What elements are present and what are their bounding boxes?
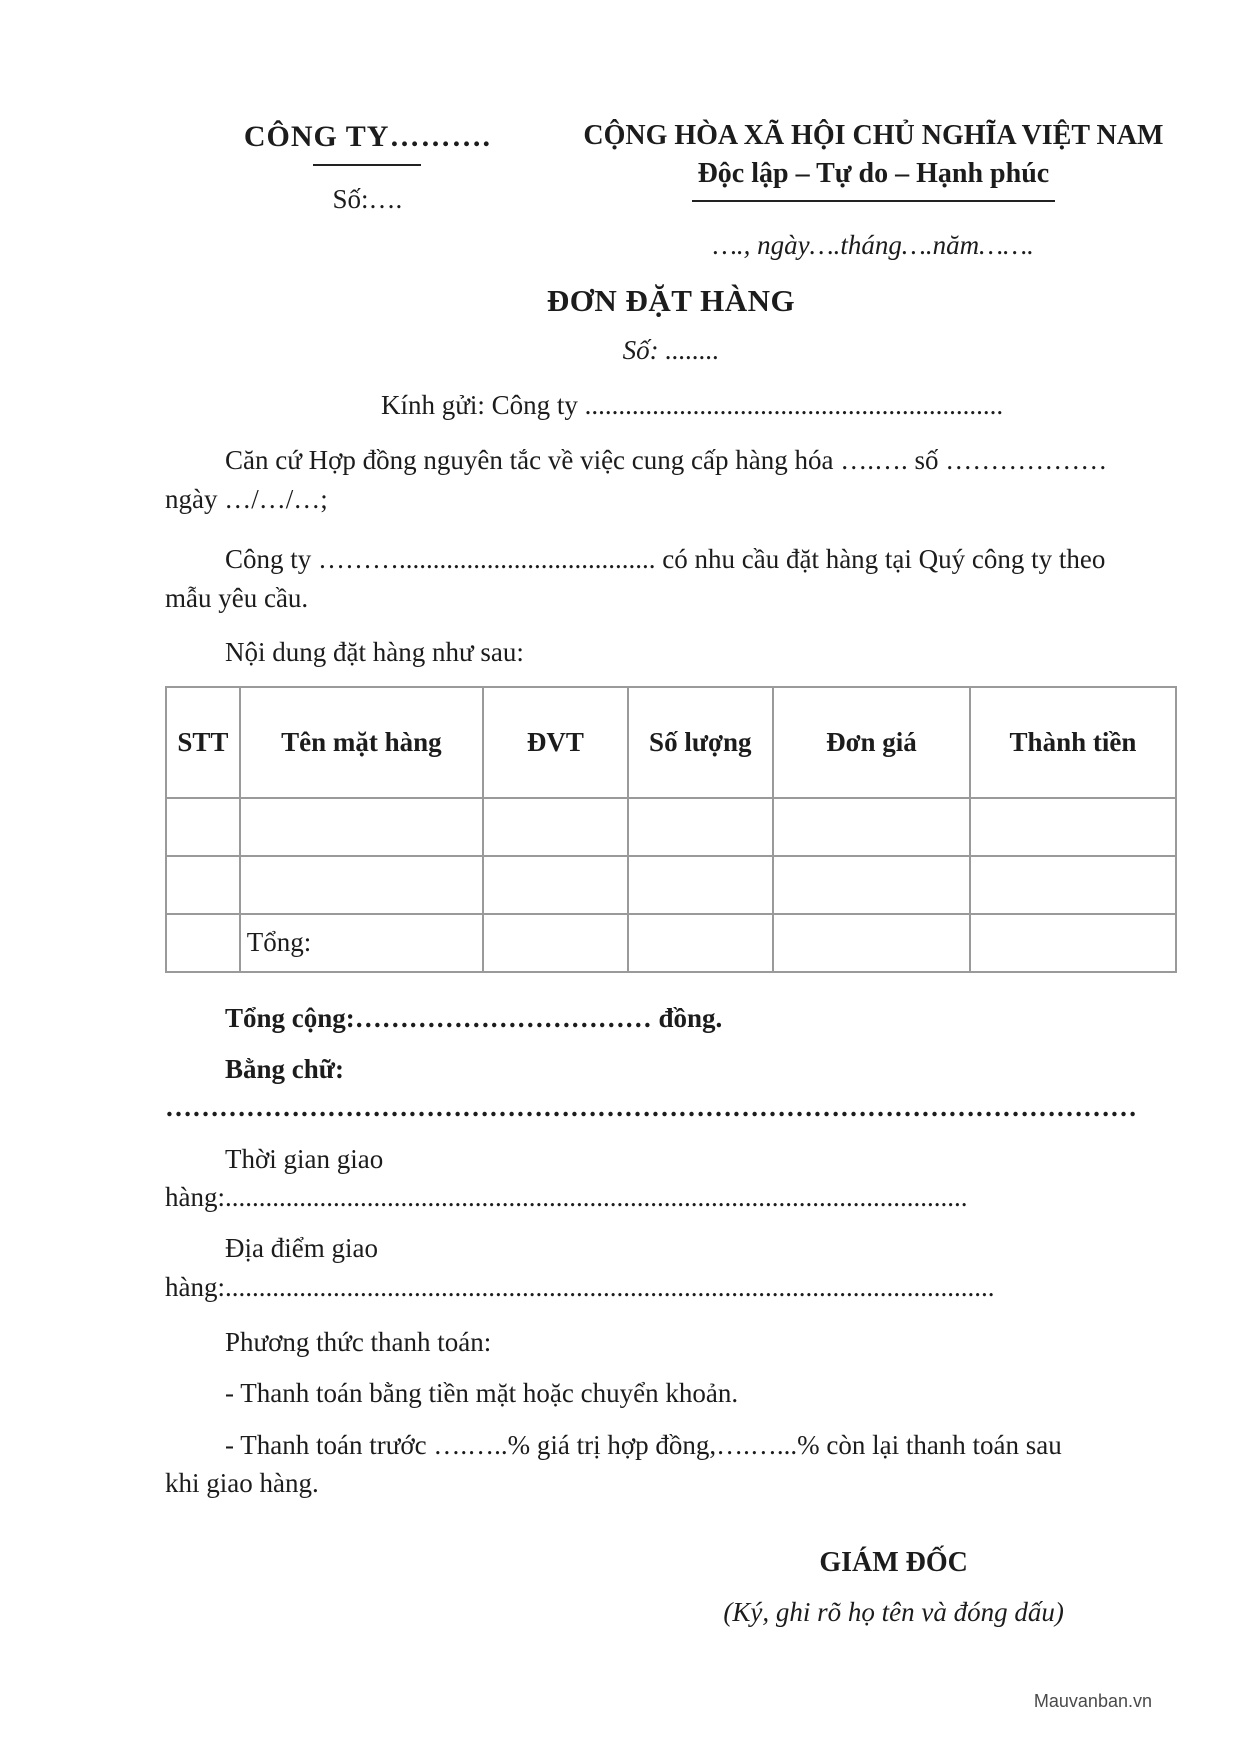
table-cell-empty <box>773 914 970 972</box>
table-total-label: Tổng: <box>240 914 483 972</box>
table-cell-empty <box>483 798 627 856</box>
signature-block <box>671 1547 1116 1628</box>
request-paragraph <box>165 540 1177 619</box>
table-cell-empty <box>166 914 240 972</box>
payment-advance-paragraph <box>165 1426 1177 1503</box>
document-title: ĐƠN ĐẶT HÀNG <box>546 283 796 318</box>
paragraph-line: khi giao hàng. <box>165 1467 319 1498</box>
amount-in-words-line: Bằng chữ: ……………………………………………………………………………………………… <box>165 1053 1137 1123</box>
table-cell-empty <box>970 856 1176 914</box>
watermark-text: Mauvanban.vn <box>1033 1691 1152 1711</box>
signature-note: (Ký, ghi rõ họ tên và đóng dấu) <box>723 1597 1064 1628</box>
sender-block <box>165 120 570 261</box>
table-cell-empty <box>483 856 627 914</box>
table-row <box>166 856 1176 914</box>
table-cell-empty <box>166 798 240 856</box>
paragraph-line: mẫu yêu cầu. <box>165 583 309 614</box>
table-cell-empty <box>240 856 483 914</box>
national-motto: Độc lập – Tự do – Hạnh phúc <box>692 158 1056 202</box>
payment-cash-line: - Thanh toán bằng tiền mặt hoặc chuyển khoản. <box>225 1378 739 1409</box>
column-header-item-name: Tên mặt hàng <box>240 687 483 798</box>
table-cell-empty <box>628 856 773 914</box>
date-line: …., ngày….tháng….năm……. <box>712 230 1034 260</box>
table-cell-empty <box>773 798 970 856</box>
table-cell-empty <box>970 798 1176 856</box>
table-cell-empty <box>773 856 970 914</box>
paragraph-line: - Thanh toán trước ….…..% giá trị hợp đồng,….…...% còn lại thanh toán sau <box>225 1429 1062 1460</box>
clause-paragraph <box>165 441 1177 520</box>
paragraph-line: Căn cứ Hợp đồng nguyên tắc về việc cung cấp hàng hóa ….…. số ……………… <box>225 445 1108 475</box>
paragraph-line: ngày …/…/…; <box>165 484 328 515</box>
table-cell-empty <box>628 914 773 972</box>
column-header-quantity: Số lượng <box>628 687 773 798</box>
payment-method-heading: Phương thức thanh toán: <box>225 1326 492 1357</box>
national-header-block <box>570 120 1177 261</box>
column-header-unit: ĐVT <box>483 687 627 798</box>
table-cell-empty <box>240 798 483 856</box>
document-number-line: Số: ........ <box>622 335 720 365</box>
national-title: CỘNG HÒA XÃ HỘI CHỦ NGHĨA VIỆT NAM <box>583 120 1164 151</box>
table-row <box>166 798 1176 856</box>
table-cell-empty <box>970 914 1176 972</box>
paragraph-line: Công ty ………...................................... có nhu cầu đặt hàng tại Quý công ty theo <box>225 543 1106 574</box>
column-header-stt: STT <box>166 687 240 798</box>
table-cell-empty <box>628 798 773 856</box>
signature-title: GIÁM ĐỐC <box>819 1547 968 1579</box>
table-total-row <box>166 914 1176 972</box>
total-amount-line: Tổng cộng:…………………………… đồng. <box>225 1002 723 1033</box>
table-cell-empty <box>483 914 627 972</box>
national-motto-wrap <box>570 158 1177 202</box>
table-header-row <box>166 687 1176 798</box>
sender-company-line: CÔNG TY………. <box>243 120 491 153</box>
recipient-line: Kính gửi: Công ty .............................................................. <box>381 390 1004 420</box>
delivery-time-line: Thời gian giao hàng:.............................................................................................................. <box>165 1143 968 1212</box>
delivery-place-line: Địa điểm giao hàng:.................................................................................................................. <box>165 1233 995 1302</box>
column-header-amount: Thành tiền <box>970 687 1176 798</box>
table-cell-empty <box>166 856 240 914</box>
document-content <box>165 120 1177 1628</box>
order-items-table <box>165 686 1177 973</box>
sender-number-line: Số:…. <box>332 184 403 214</box>
letterhead <box>165 120 1177 261</box>
column-header-unit-price: Đơn giá <box>773 687 970 798</box>
table-intro-line: Nội dung đặt hàng như sau: <box>225 636 524 667</box>
sender-divider <box>313 164 421 166</box>
